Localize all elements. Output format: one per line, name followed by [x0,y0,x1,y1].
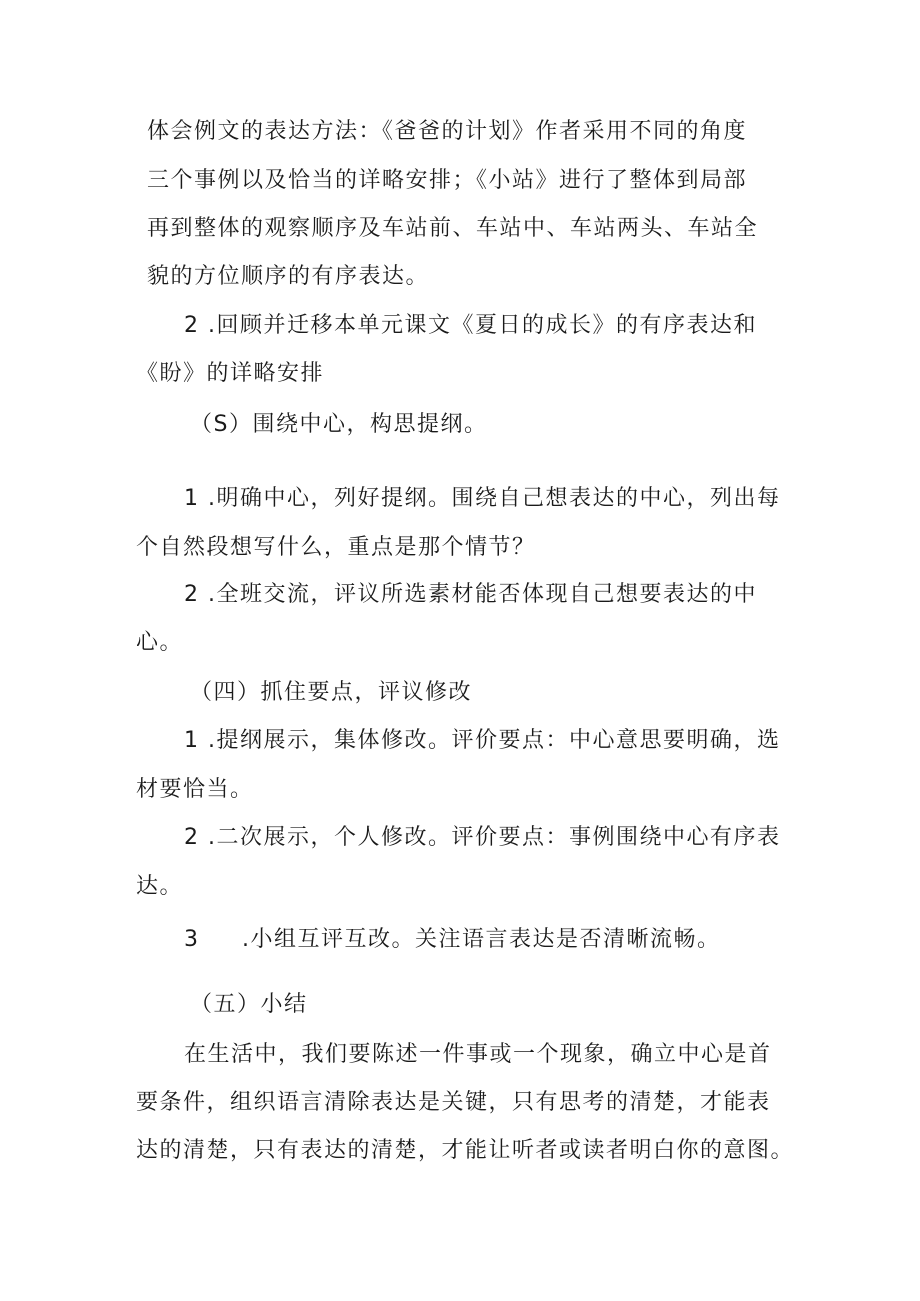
text-line: 2 .二次展示，个人修改。评价要点：事例围绕中心有序表 [184,825,781,850]
text-line: 三个事例以及恰当的详略安排；《小站》进行了整体到局部 [147,168,748,193]
text-line: 1 .提纲展示，集体修改。评价要点：中心意思要明确，选 [184,728,781,753]
section-heading: （四）抓住要点，评议修改 [190,680,473,705]
section-heading: （S）围绕中心，构思提纲。 [190,412,488,437]
text-line: 达。 [136,874,184,899]
list-number: 3 [184,927,200,952]
text-line: 再到整体的观察顺序及车站前、车站中、车站两头、车站全 [147,216,759,241]
text-line: 貌的方位顺序的有序表达。 [147,264,430,289]
text-line: 材要恰当。 [136,777,254,802]
text-line: 2 .全班交流，评议所选素材能否体现自己想要表达的中 [184,582,757,607]
text-line: 《盼》的详略安排 [136,361,325,386]
text-line: 2 .回顾并迁移本单元课文《夏日的成长》的有序表达和 [184,313,757,338]
text-line: 要条件，组织语言清除表达是关键，只有思考的清楚，才能表 [136,1090,771,1115]
section-heading: （五）小结 [190,992,308,1017]
text-line: 体会例文的表达方法：《爸爸的计划》作者采用不同的角度 [147,119,748,144]
text-line: 1 .明确中心，列好提纲。围绕自己想表达的中心，列出每 [184,486,781,511]
text-line: .小组互评互改。关注语言表达是否清晰流畅。 [242,927,721,952]
text-line: 个自然段想写什么，重点是那个情节？ [136,535,536,560]
text-line: 在生活中，我们要陈述一件事或一个现象，确立中心是首 [184,1042,772,1067]
text-line: 达的清楚，只有表达的清楚，才能让听者或读者明白你的意图。 [136,1138,795,1163]
text-line: 心。 [136,630,184,655]
